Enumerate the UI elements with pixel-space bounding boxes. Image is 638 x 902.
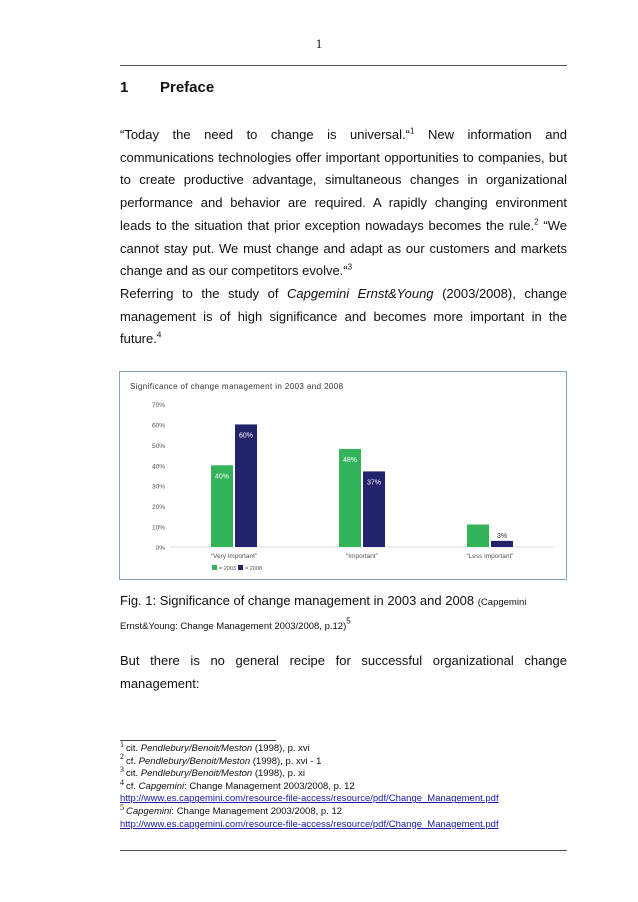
footnote-prefix: cf.	[126, 780, 139, 792]
bar-2008-0	[235, 424, 257, 547]
footnote-url[interactable]: http://www.es.capgemini.com/resource-file-access/resource/pdf/Change_Management.pdf	[120, 793, 499, 805]
company-name: Capgemini Ernst&Young	[286, 285, 434, 301]
footnote-detail: : Change Management 2003/2008, p. 12	[184, 780, 355, 792]
footnote-2	[120, 752, 567, 769]
y-tick-label: 0%	[155, 545, 165, 552]
data-label: 37%	[366, 479, 382, 487]
y-tick-label: 60%	[151, 422, 165, 430]
body-text: (2003/2008), change management is of high significance and becomes more important in the future.	[120, 285, 567, 347]
bar-2003-2	[467, 525, 489, 547]
footnote-ref[interactable]: 2	[534, 217, 539, 227]
footnote-number: 4	[120, 777, 124, 787]
legend-label: = 2008	[245, 566, 262, 572]
footnote-ref[interactable]: 3	[347, 262, 353, 272]
footnote-number: 3	[120, 765, 124, 775]
footnote-url[interactable]: http://www.es.capgemini.com/resource-file-access/resource/pdf/Change_Management.pdf	[120, 818, 499, 830]
footnote-1	[120, 739, 567, 756]
footnote-ref[interactable]: 4	[156, 331, 162, 340]
footnote-author: Capgemini	[138, 780, 185, 792]
footnote-author: Capgemini	[126, 805, 172, 817]
footnote-3	[120, 765, 567, 781]
caption-source: (Capgemini Ernst&Young: Change Management 2003/2008, p.12)	[120, 597, 527, 632]
footnote-number: 5	[120, 802, 124, 812]
footnote-number: 2	[120, 752, 124, 762]
data-label: 11%	[471, 516, 485, 524]
x-tick-label: “Very important”	[210, 553, 258, 560]
quote-text: “Today the need to change is universal.“	[120, 127, 410, 142]
closing-paragraph: But there is no general recipe for successful organizational change management:	[120, 653, 567, 691]
footnote-prefix: cit.	[126, 768, 141, 780]
caption-main: Fig. 1: Significance of change management in 2003 and 2008	[120, 593, 475, 608]
y-tick-label: 40%	[151, 463, 165, 471]
footnote-detail: (1998), p. xi	[252, 768, 306, 780]
y-tick-label: 20%	[151, 504, 165, 512]
preface-paragraph	[120, 124, 567, 351]
figure-caption	[120, 590, 567, 638]
header-rule	[120, 65, 567, 66]
footnote-prefix: cf.	[126, 755, 139, 767]
chart-title: Significance of change management in 2003 and 2008	[130, 382, 344, 391]
legend-swatch	[212, 565, 217, 570]
footnote-detail: : Change Management 2003/2008, p. 12	[171, 805, 343, 817]
legend-label: = 2003	[219, 566, 236, 572]
y-tick-label: 30%	[151, 483, 165, 491]
footnote-prefix: cit.	[126, 743, 141, 754]
footnote-detail: (1998), p. xvi - 1	[250, 755, 322, 767]
footer-rule	[120, 850, 567, 851]
data-label: 60%	[238, 432, 254, 440]
data-label: 3%	[496, 532, 508, 540]
footnote-4	[120, 777, 567, 794]
footnote-ref[interactable]: 1	[409, 126, 415, 136]
y-tick-label: 70%	[151, 402, 165, 409]
footnote-link[interactable]	[120, 819, 567, 832]
footnote-separator	[120, 740, 276, 741]
footnote-ref[interactable]: 5	[346, 616, 351, 626]
section-number: 1	[120, 79, 129, 96]
section-heading	[120, 79, 214, 96]
y-tick-label: 10%	[151, 524, 165, 532]
bar-chart	[120, 372, 566, 579]
section-title: Preface	[160, 79, 215, 96]
body-text: Referring to the study of	[120, 285, 287, 301]
footnote-author: Pendlebury/Benoit/Meston	[140, 743, 253, 754]
chart-figure	[119, 371, 567, 580]
page-number: 1	[315, 36, 323, 51]
y-tick-label: 50%	[151, 442, 165, 450]
footnote-number: 1	[120, 739, 124, 749]
x-tick-label: “Less important”	[466, 553, 514, 560]
data-label: 40%	[214, 473, 230, 481]
footnote-5	[120, 802, 567, 819]
footnote-link[interactable]	[120, 793, 567, 806]
body-text: New information and communications technologies offer important opportunities to companies, but to create productive advantage, simultaneous changes in organizational performance and behavior are required. A rapidly changing environment leads to the situation that prior exception nowadays becomes the rule.	[120, 127, 568, 233]
x-tick-label: “Important”	[346, 553, 378, 560]
footnotes	[120, 739, 567, 831]
quote-text: “We cannot stay put. We must change and adapt as our customers and markets change and as our competitors evolve.“	[120, 217, 567, 279]
legend-swatch	[238, 565, 243, 570]
data-label: 48%	[342, 456, 358, 464]
bar-2008-2	[491, 541, 513, 547]
footnote-author: Pendlebury/Benoit/Meston	[138, 755, 251, 767]
footnote-author: Pendlebury/Benoit/Meston	[140, 768, 253, 780]
footnote-detail: (1998), p. xvi	[252, 743, 310, 754]
